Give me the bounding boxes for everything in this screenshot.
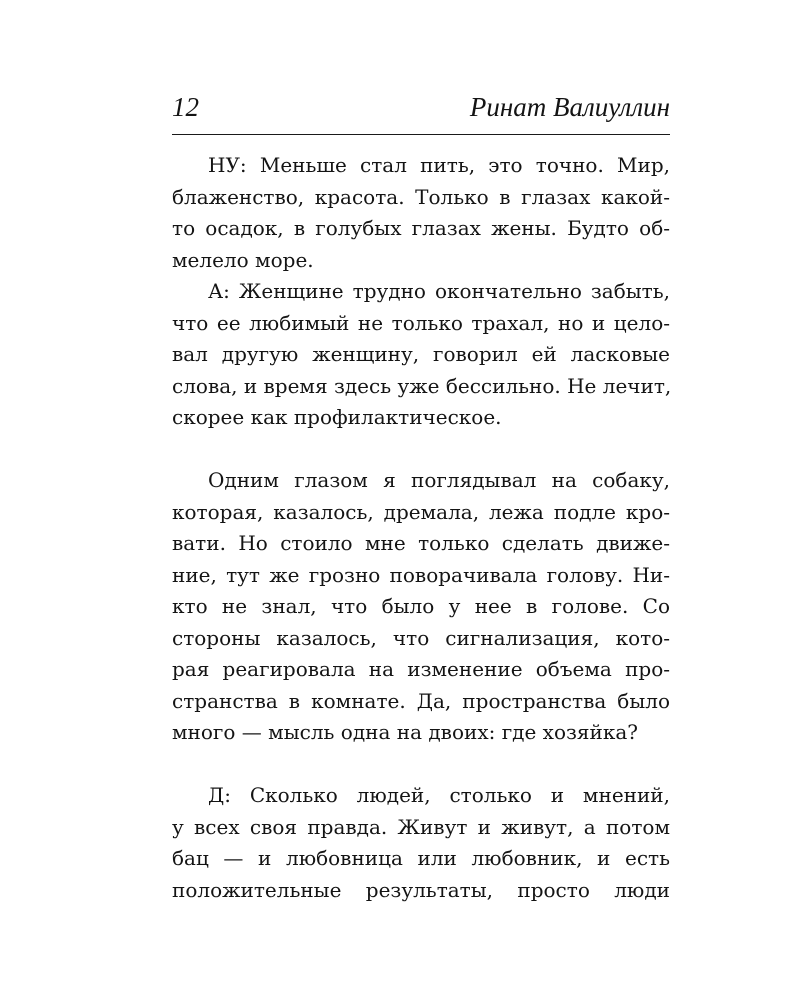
section-break [172,749,670,781]
text-line: вал другую женщину, говорил ей ласковые [172,342,670,366]
text-line: блаженство, красота. Только в глазах какой- [172,184,670,209]
text-line: А: Женщине трудно окончательно забыть, [208,279,670,303]
text-line: положительные результаты, просто люди [172,877,670,902]
text-line: Д: Сколько людей, столько и мнений, [208,783,670,807]
running-title: Ринат Валиуллин [469,92,670,122]
text-line: скорее как профилактическое. [172,405,502,429]
text-line: что ее любимый не только трахал, но и цело- [172,310,670,335]
text-line: слова, и время здесь уже бессильно. Не лечит, [172,373,672,398]
text-line: бац — и любовница или любовник, и есть [172,846,670,870]
text-line: стороны казалось, что сигнализация, кото- [172,625,670,650]
text-line: мелело море. [172,247,314,272]
body-text [172,150,670,906]
header-rule [172,134,670,135]
text-line: то осадок, в голубых глазах жены. Будто об- [172,216,670,240]
text-line: рая реагировала на изменение объема про- [172,657,670,681]
text-line: у всех своя правда. Живут и живут, а потом [172,814,670,839]
text-line: НУ: Меньше стал пить, это точно. Мир, [208,153,670,177]
page-number: 12 [172,92,199,122]
text-line: Одним глазом я поглядывал на собаку, [208,468,670,492]
text-line: много — мысль одна на двоих: где хозяйка? [172,720,638,744]
text-line: странства в комнате. Да, пространства было [172,688,670,713]
text-line: кто не знал, что было у нее в голове. Со [172,594,670,618]
section-break [172,434,670,466]
text-line: которая, казалось, дремала, лежа подле кро- [172,499,670,524]
text-line: ние, тут же грозно поворачивала голову. Ни- [172,562,670,587]
text-line: вати. Но стоило мне только сделать движе- [172,531,670,555]
running-header [172,92,670,132]
